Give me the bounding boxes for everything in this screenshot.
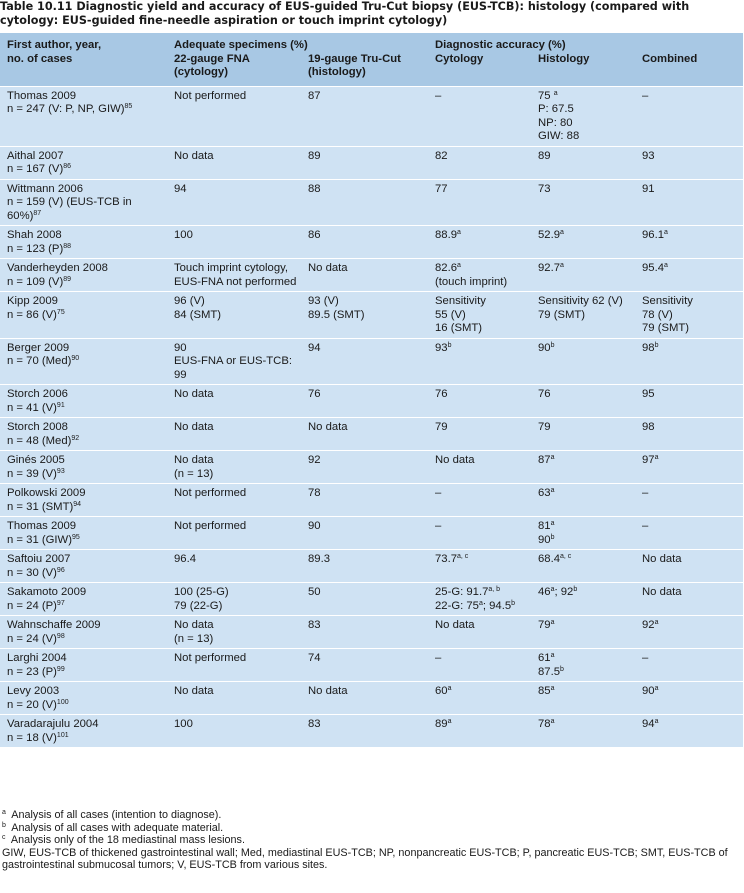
cell-fna: No data: [167, 418, 301, 451]
cell-histology: 89: [531, 146, 635, 179]
cell-fna: 100: [167, 715, 301, 748]
cell-histology: 81$^a$ 90$^b$: [531, 517, 635, 550]
cell-trucut: No data: [301, 418, 428, 451]
cell-cytology: –: [428, 649, 531, 682]
header-fna: 22-gauge FNA: [174, 52, 250, 65]
cell-trucut: 89: [301, 146, 428, 179]
cell-histology: 73: [531, 179, 635, 226]
cell-cytology: 79: [428, 418, 531, 451]
cell-combined: 98: [635, 418, 743, 451]
cell-cytology: –: [428, 484, 531, 517]
table-row: [0, 451, 743, 484]
header-adequate: [167, 33, 428, 86]
cell-combined: 93: [635, 146, 743, 179]
cell-trucut: 93 (V) 89.5 (SMT): [301, 292, 428, 339]
cell-author: Thomas 2009 n = 247 (V: P, NP, GIW)$^{85}$: [0, 86, 167, 146]
cell-fna: 94: [167, 179, 301, 226]
cell-combined: Sensitivity 78 (V) 79 (SMT): [635, 292, 743, 339]
cell-histology: 87$^a$: [531, 451, 635, 484]
cell-combined: –: [635, 484, 743, 517]
cell-trucut: 87: [301, 86, 428, 146]
cell-trucut: 78: [301, 484, 428, 517]
cell-fna: No data: [167, 146, 301, 179]
cell-fna: No data (n = 13): [167, 616, 301, 649]
cell-combined: 97$^a$: [635, 451, 743, 484]
cell-histology: 75 $^a$ P: 67.5 NP: 80 GIW: 88: [531, 86, 635, 146]
cell-trucut: 89.3: [301, 550, 428, 583]
cell-author: Wahnschaffe 2009 n = 24 $(V)^{98}$: [0, 616, 167, 649]
header-adequate-group: Adequate specimens (%): [174, 39, 308, 51]
cell-author: Shah 2008 n = 123 $(P)^{88}$: [0, 226, 167, 259]
cell-cytology: No data: [428, 616, 531, 649]
cell-author: Berger 2009 n = 70 (Med)$^{90}$: [0, 338, 167, 385]
cell-combined: 96.1$^a$: [635, 226, 743, 259]
cell-histology: 85$^a$: [531, 682, 635, 715]
table-row: [0, 715, 743, 748]
cell-fna: Not performed: [167, 86, 301, 146]
cell-fna: Not performed: [167, 649, 301, 682]
cell-combined: 95: [635, 385, 743, 418]
footnote: $^c$ Analysis only of the 18 mediastinal mass lesions.: [2, 834, 245, 846]
cell-author: Kipp 2009 n = 86 $(V)^{75}$: [0, 292, 167, 339]
cell-combined: –: [635, 86, 743, 146]
cell-cytology: No data: [428, 451, 531, 484]
table-row: [0, 418, 743, 451]
cell-cytology: 93$^b$: [428, 338, 531, 385]
cell-histology: 78$^a$: [531, 715, 635, 748]
table-row: [0, 292, 743, 339]
cell-fna: Not performed: [167, 484, 301, 517]
cell-cytology: 82.6$^a$ (touch imprint): [428, 259, 531, 292]
cell-trucut: 74: [301, 649, 428, 682]
cell-trucut: 94: [301, 338, 428, 385]
cell-trucut: 83: [301, 715, 428, 748]
cell-author: Varadarajulu 2004 n = 18 $(V)^{101}$: [0, 715, 167, 748]
cell-histology: 79$^a$: [531, 616, 635, 649]
table-row: [0, 616, 743, 649]
cell-cytology: –: [428, 86, 531, 146]
footnotes: [2, 809, 744, 872]
table-title: Table 10.11 Diagnostic yield and accuracy of EUS-guided Tru-Cut biopsy (EUS-TCB): histology (compared with cytology: EUS-guided fine-needle aspiration or touch imprint cytology): [0, 0, 690, 27]
cell-author: Wittmann 2006 n = 159 (V) (EUS-TCB in 60%)$^{87}$: [0, 179, 167, 226]
cell-cytology: –: [428, 517, 531, 550]
cell-author: Aithal 2007 n = 167 $(V)^{86}$: [0, 146, 167, 179]
cell-cytology: 76: [428, 385, 531, 418]
table-row: [0, 146, 743, 179]
cell-trucut: 50: [301, 583, 428, 616]
cell-author: Sakamoto 2009 n = 24 $(P)^{97}$: [0, 583, 167, 616]
header-author-line1: First author, year,: [7, 39, 102, 51]
cell-author: Storch 2008 n = 48 (Med)$^{92}$: [0, 418, 167, 451]
cell-cytology: 88.9$^a$: [428, 226, 531, 259]
cell-histology: 63$^a$: [531, 484, 635, 517]
header-histology: Histology: [538, 52, 590, 65]
table-row: [0, 179, 743, 226]
cell-fna: 90 EUS-FNA or EUS-TCB: 99: [167, 338, 301, 385]
cell-histology: 68.4$^{a, c}$: [531, 550, 635, 583]
table-row: [0, 649, 743, 682]
cell-fna: No data: [167, 385, 301, 418]
cell-author: Ginés 2005 n = 39 $(V)^{93}$: [0, 451, 167, 484]
cell-cytology: 25-G: 91.7$^{a, b}$ 22-G: 75$^a$; 94.5$^b$: [428, 583, 531, 616]
table-row: [0, 550, 743, 583]
cell-fna: 96 (V) 84 (SMT): [167, 292, 301, 339]
cell-fna: No data: [167, 682, 301, 715]
table-row: [0, 385, 743, 418]
header-accuracy: [428, 33, 743, 86]
cell-author: Levy 2003 n = 20 $(V)^{100}$: [0, 682, 167, 715]
table-row: [0, 517, 743, 550]
cell-combined: 91: [635, 179, 743, 226]
cell-combined: 90$^a$: [635, 682, 743, 715]
cell-trucut: 92: [301, 451, 428, 484]
cell-cytology: 73.7$^{a, c}$: [428, 550, 531, 583]
cell-author: Larghi 2004 n = 23 $(P)^{99}$: [0, 649, 167, 682]
cell-cytology: 77: [428, 179, 531, 226]
cell-trucut: No data: [301, 682, 428, 715]
cell-combined: 98$^b$: [635, 338, 743, 385]
cell-trucut: 90: [301, 517, 428, 550]
cell-histology: 92.7$^a$: [531, 259, 635, 292]
table-row: [0, 259, 743, 292]
cell-fna: No data (n = 13): [167, 451, 301, 484]
cell-histology: Sensitivity 62 (V) 79 (SMT): [531, 292, 635, 339]
cell-author: Polkowski 2009 n = 31 (SMT)$^{94}$: [0, 484, 167, 517]
cell-trucut: 88: [301, 179, 428, 226]
cell-combined: 95.4$^a$: [635, 259, 743, 292]
table-row: [0, 682, 743, 715]
cell-combined: 94$^a$: [635, 715, 743, 748]
header-trucut-sub: (histology): [308, 66, 366, 78]
cell-author: Thomas 2009 n = 31 (GIW)$^{95}$: [0, 517, 167, 550]
cell-histology: 52.9$^a$: [531, 226, 635, 259]
header-accuracy-group: Diagnostic accuracy (%): [435, 39, 566, 51]
cell-combined: No data: [635, 550, 743, 583]
cell-trucut: No data: [301, 259, 428, 292]
table-row: [0, 338, 743, 385]
table-row: [0, 86, 743, 146]
header-author-line2: no. of cases: [7, 52, 73, 65]
cell-trucut: 76: [301, 385, 428, 418]
cell-combined: –: [635, 517, 743, 550]
cell-histology: 61$^a$ 87.5$^b$: [531, 649, 635, 682]
cell-cytology: 82: [428, 146, 531, 179]
header-trucut: 19-gauge Tru-Cut: [308, 52, 401, 65]
cell-trucut: 83: [301, 616, 428, 649]
cell-fna: 100 (25-G) 79 (22-G): [167, 583, 301, 616]
cell-combined: No data: [635, 583, 743, 616]
table-row: [0, 226, 743, 259]
header-fna-sub: (cytology): [174, 66, 228, 78]
data-table: [0, 33, 743, 747]
header-cytology: Cytology: [435, 52, 484, 65]
cell-author: Saftoiu 2007 n = 30 $(V)^{96}$: [0, 550, 167, 583]
cell-histology: 46$^a$; 92$^b$: [531, 583, 635, 616]
header-combined: Combined: [642, 52, 698, 65]
footnote: GIW, EUS-TCB of thickened gastrointestinal wall; Med, mediastinal EUS-TCB; NP, nonpancreatic EUS-TCB; P, pancreatic EUS-TCB; SMT, EUS-TCB of gastrointestinal submucosal tumors; V, EUS-TCB from various sites.: [2, 846, 728, 871]
table-body: [0, 86, 743, 747]
cell-cytology: 89$^a$: [428, 715, 531, 748]
cell-fna: Touch imprint cytology, EUS-FNA not performed: [167, 259, 301, 292]
cell-histology: 90$^b$: [531, 338, 635, 385]
cell-cytology: 60$^a$: [428, 682, 531, 715]
cell-fna: 96.4: [167, 550, 301, 583]
cell-combined: 92$^a$: [635, 616, 743, 649]
cell-histology: 76: [531, 385, 635, 418]
table-row: [0, 583, 743, 616]
cell-combined: –: [635, 649, 743, 682]
cell-author: Storch 2006 n = 41 $(V)^{91}$: [0, 385, 167, 418]
cell-fna: 100: [167, 226, 301, 259]
cell-author: Vanderheyden 2008 n = 109 $(V)^{89}$: [0, 259, 167, 292]
cell-histology: 79: [531, 418, 635, 451]
cell-trucut: 86: [301, 226, 428, 259]
table-row: [0, 484, 743, 517]
table-header: [0, 33, 743, 86]
cell-cytology: Sensitivity 55 (V) 16 (SMT): [428, 292, 531, 339]
header-author: [0, 33, 167, 86]
footnote: $^b$ Analysis of all cases with adequate material.: [2, 821, 224, 834]
cell-fna: Not performed: [167, 517, 301, 550]
footnote: $^a$ Analysis of all cases (intention to diagnose).: [2, 809, 222, 821]
